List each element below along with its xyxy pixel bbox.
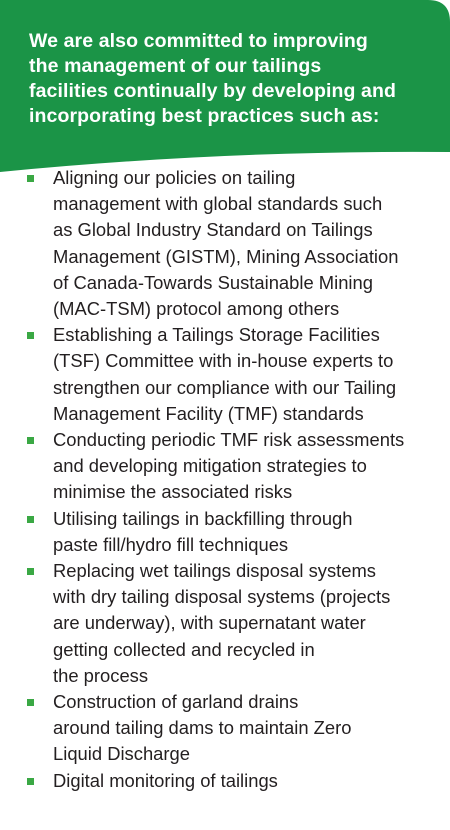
square-bullet-icon [27,437,34,444]
list-item [0,506,450,558]
list-item-line: getting collected and recycled in [53,638,315,660]
header-banner [0,0,450,172]
best-practices-list [0,165,450,794]
list-item-line: Establishing a Tailings Storage Facilities [53,324,380,346]
list-item [0,165,450,322]
list-item-line: Aligning our policies on tailing [53,167,296,188]
list-item-line: around tailing dams to maintain Zero [53,717,352,739]
list-item-line: strengthen our compliance with our Tailing [53,376,397,398]
square-bullet-icon [27,699,34,706]
list-item [0,427,450,506]
header-line: the management of our tailings [29,55,322,77]
list-item-line: of Canada-Towards Sustainable Mining [53,271,373,293]
list-item-line: the process [53,664,149,686]
list-item-line: Replacing wet tailings disposal systems [53,560,377,582]
list-item [0,768,450,794]
list-item-line: are underway), with supernatant water [53,612,366,634]
list-item-line: Liquid Discharge [53,743,190,765]
header-title [29,29,429,129]
list-item-line: Utilising tailings in backfilling through [53,507,353,529]
list-item [0,689,450,768]
list-item [0,558,450,689]
square-bullet-icon [27,568,34,575]
list-item [0,322,450,427]
list-item-line: (TSF) Committee with in-house experts to [53,350,394,372]
square-bullet-icon [27,778,34,785]
list-item-line: Conducting periodic TMF risk assessments [53,429,405,451]
header-line: facilities continually by developing and [29,80,396,102]
list-item-line: with dry tailing disposal systems (projects [53,586,391,608]
list-item-line: and developing mitigation strategies to [53,455,367,477]
list-item-line: minimise the associated risks [53,481,293,503]
list-item-line: management with global standards such [53,193,383,215]
square-bullet-icon [27,175,34,182]
square-bullet-icon [27,332,34,339]
square-bullet-icon [27,516,34,523]
list-item-line: Digital monitoring of tailings [53,769,278,791]
list-item-line: as Global Industry Standard on Tailings [53,219,373,241]
list-item-line: Construction of garland drains [53,691,299,713]
list-item-line: Management Facility (TMF) standards [53,402,364,424]
header-line: incorporating best practices such as: [29,105,380,127]
list-item-line: Management (GISTM), Mining Association [53,245,399,267]
list-item-line: paste fill/hydro fill techniques [53,533,289,555]
list-item-line: (MAC-TSM) protocol among others [53,298,340,320]
header-line: We are also committed to improving [29,30,368,52]
